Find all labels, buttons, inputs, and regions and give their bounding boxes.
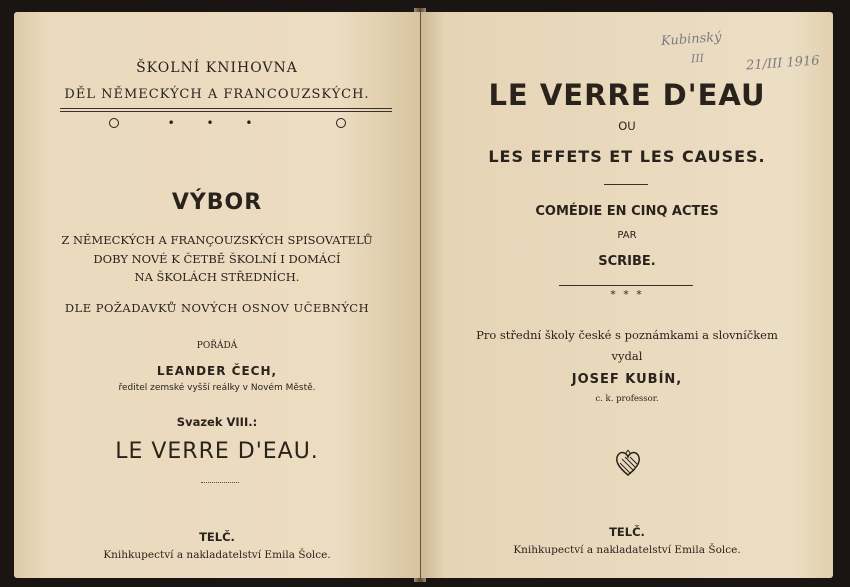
volume-label: Svazek VIII.: <box>176 415 258 429</box>
description-line-3: NA ŠKOLÁCH STŘEDNÍCH. <box>134 270 300 284</box>
pencil-signature: Kubinský <box>660 29 722 50</box>
left-page <box>14 12 420 578</box>
description-line-2: DOBY NOVÉ K ČETBĚ ŠKOLNÍ I DOMÁCÍ <box>93 252 341 266</box>
curriculum-note: DLE POŽADAVKŮ NOVÝCH OSNOV UČEBNÝCH <box>64 301 370 315</box>
author-rule <box>559 285 693 286</box>
edition-note: Pro střední školy české s poznámkami a slovníčkem <box>476 328 778 342</box>
ornament-ring-right <box>336 118 346 128</box>
arranger-role: ředitel zemské vyšší reálky v Novém Městě. <box>118 383 316 393</box>
volume-title: LE VERRE D'EAU. <box>115 439 319 464</box>
ornament-dots: • • • <box>167 116 267 130</box>
author-label: PAR <box>617 230 637 241</box>
right-page <box>421 12 833 578</box>
editor-role: c. k. professor. <box>595 394 659 404</box>
short-rule <box>604 184 648 185</box>
ornament-stars: * * * <box>610 288 644 301</box>
header-rule-bottom <box>60 111 392 112</box>
genre: COMÉDIE EN CINQ ACTES <box>535 204 719 219</box>
heading: VÝBOR <box>171 190 263 215</box>
series-title: ŠKOLNÍ KNIHOVNA <box>136 60 298 76</box>
editor-name: JOSEF KUBÍN, <box>571 372 683 387</box>
arranger-name: LEANDER ČECH, <box>156 364 278 378</box>
publisher-city: TELČ. <box>199 530 235 544</box>
title-connector: OU <box>618 119 636 133</box>
header-rule-top <box>60 108 392 109</box>
series-subtitle: DĚL NĚMECKÝCH A FRANCOUZSKÝCH. <box>64 87 370 102</box>
right-publisher-name: Knihkupectví a nakladatelství Emila Šolce. <box>513 544 741 556</box>
heart-ornament-icon <box>613 448 643 478</box>
description-line-1: Z NĚMECKÝCH A FRANÇOUZSKÝCH SPISOVATELŮ <box>61 233 373 247</box>
publisher-name: Knihkupectví a nakladatelství Emila Šolce. <box>103 549 331 561</box>
book-title: LE VERRE D'EAU <box>488 78 766 112</box>
ornament-wave <box>201 478 239 483</box>
pencil-roman-numeral: III <box>690 51 705 66</box>
editor-label: vydal <box>611 349 643 363</box>
arranger-label: POŘÁDÁ <box>196 341 238 351</box>
book-subtitle: LES EFFETS ET LES CAUSES. <box>488 147 766 166</box>
pencil-date: 21/III 1916 <box>745 53 820 74</box>
author: SCRIBE. <box>598 254 656 269</box>
right-publisher-city: TELČ. <box>609 525 645 539</box>
